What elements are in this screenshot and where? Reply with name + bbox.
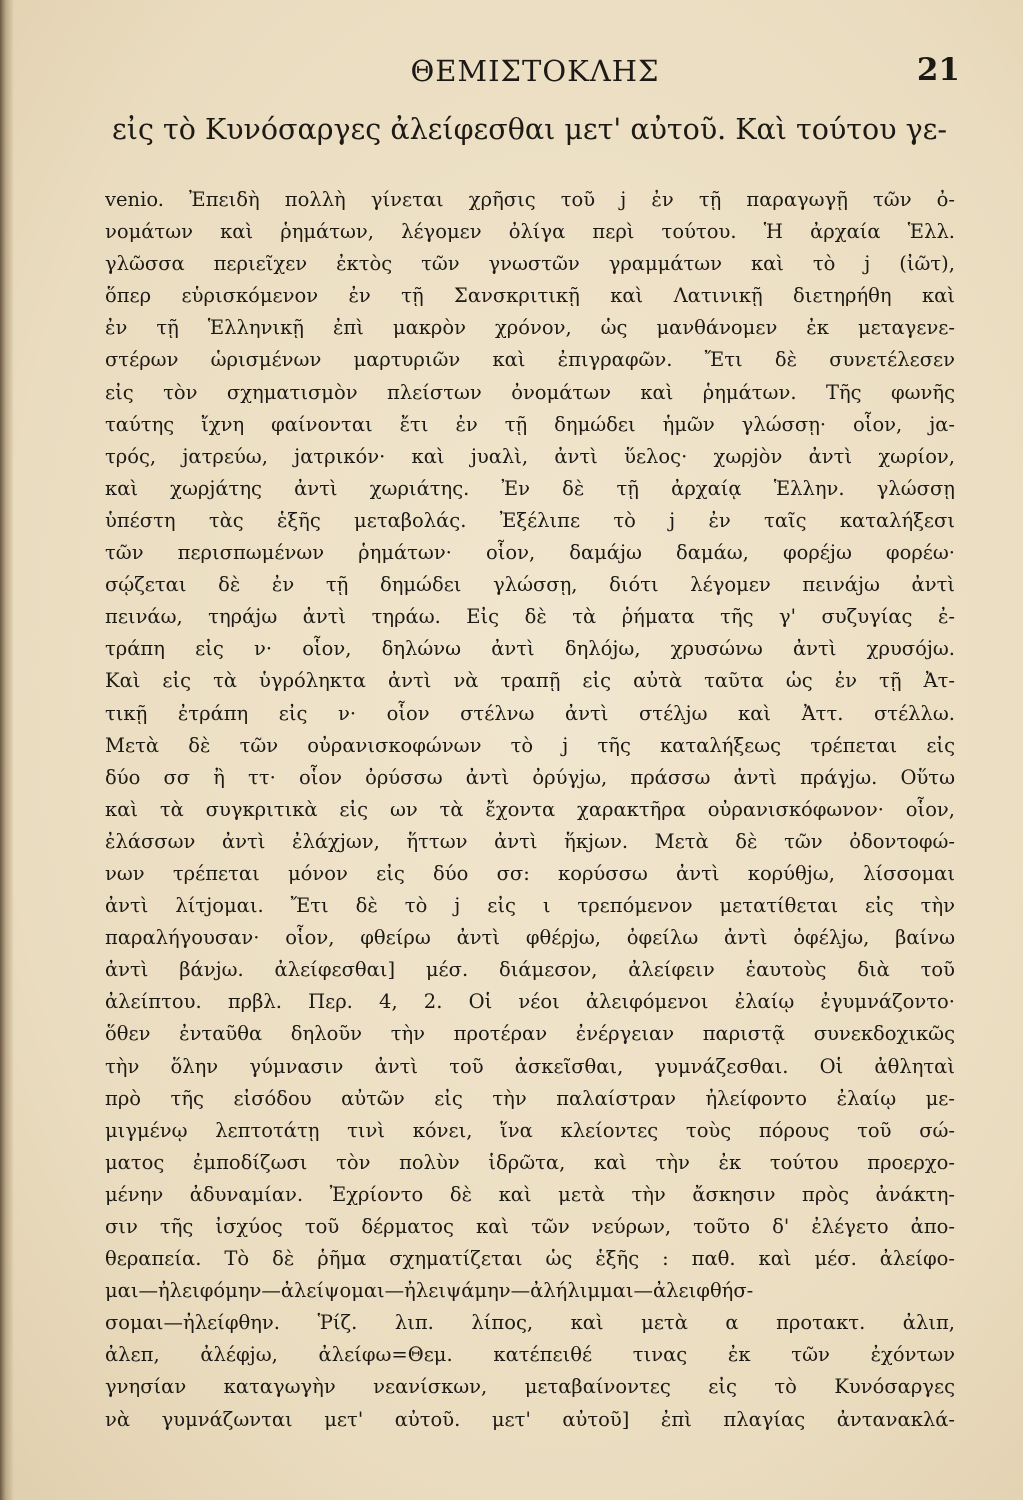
- commentary-line: σιν τῆς ἰσχύος τοῦ δέρματος καὶ τῶν νεύρων, τοῦτο δ' ἐλέγετο ἀπο-: [105, 1215, 955, 1238]
- commentary-line: σῴζεται δὲ ἐν τῇ δημώδει γλώσσῃ, διότι λέγομεν πεινάjω ἀντὶ: [105, 573, 955, 597]
- commentary-line: σομαι—ἠλείφθην. Ῥίζ. λιπ. λίπος, καὶ μετὰ α προτακτ. ἀλιπ,: [105, 1311, 955, 1335]
- commentary-line: ὑπέστη τὰς ἑξῆς μεταβολάς. Ἐξέλιπε τὸ j ἐν ταῖς καταλήξεσι: [105, 508, 955, 532]
- commentary-line: ἀντὶ λίτjομαι. Ἔτι δὲ τὸ j εἰς ι τρεπόμενον μετατίθεται εἰς τὴν: [105, 894, 955, 918]
- commentary-line: τράπη εἰς ν· οἷον, δηλώνω ἀντὶ δηλόjω, χρυσώνω ἀντὶ χρυσόjω.: [105, 637, 955, 661]
- commentary-line: ταύτης ἴχνη φαίνονται ἔτι ἐν τῇ δημώδει ἡμῶν γλώσσῃ· οἷον, jα-: [105, 412, 955, 436]
- commentary-line: πρὸ τῆς εἰσόδου αὐτῶν εἰς τὴν παλαίστραν ἠλείφοντο ἐλαίῳ με-: [105, 1086, 955, 1110]
- commentary-line: ἀλεπ, ἀλέφjω, ἀλείφω=Θεμ. κατέπειθέ τινας ἐκ τῶν ἐχόντων: [105, 1343, 955, 1367]
- page-binding-edge: [0, 0, 14, 1500]
- commentary-line: νὰ γυμνάζωνται μετ' αὐτοῦ. μετ' αὐτοῦ] ἐπὶ πλαγίας ἀντανακλά-: [105, 1407, 955, 1431]
- commentary-block: [105, 184, 955, 1436]
- commentary-line: μένην ἀδυναμίαν. Ἐχρίοντο δὲ καὶ μετὰ τὴν ἄσκησιν πρὸς ἀνάκτη-: [105, 1182, 955, 1206]
- commentary-line: ἀλείπτου. πρβλ. Περ. 4, 2. Οἱ νέοι ἀλειφόμενοι ἐλαίῳ ἐγυμνάζοντο·: [105, 990, 955, 1014]
- commentary-line: ἀντὶ βάνjω. ἀλείφεσθαι] μέσ. διάμεσον, ἀλείφειν ἑαυτοὺς διὰ τοῦ: [105, 958, 955, 982]
- commentary-line: ματος ἐμποδίζωσι τὸν πολὺν ἱδρῶτα, καὶ τὴν ἐκ τούτου προερχο-: [105, 1150, 955, 1174]
- commentary-line: ἐλάσσων ἀντὶ ἐλάχjων, ἥττων ἀντὶ ἥκjων. Μετὰ δὲ τῶν ὀδοντοφώ-: [105, 829, 955, 853]
- main-text-line: εἰς τὸ Κυνόσαργες ἀλείφεσθαι μετ' αὐτοῦ. Καὶ τούτου γε-: [112, 113, 948, 146]
- commentary-line: τικῇ ἐτράπη εἰς ν· οἷον στέλνω ἀντὶ στέλjω καὶ Ἀττ. στέλλω.: [105, 701, 955, 725]
- page-number: 21: [916, 52, 960, 88]
- commentary-line: στέρων ὡρισμένων μαρτυριῶν καὶ ἐπιγραφῶν. Ἔτι δὲ συνετέλεσεν: [105, 348, 955, 372]
- commentary-line: ἐν τῇ Ἑλληνικῇ ἐπὶ μακρὸν χρόνον, ὡς μανθάνομεν ἐκ μεταγενε-: [105, 316, 955, 340]
- commentary-line: Καὶ εἰς τὰ ὑγρόληκτα ἀντὶ νὰ τραπῇ εἰς αὐτὰ ταῦτα ὡς ἐν τῇ Ἀτ-: [105, 669, 955, 693]
- commentary-line: νων τρέπεται μόνον εἰς δύο σσ: κορύσσω ἀντὶ κορύθjω, λίσσομαι: [105, 861, 955, 885]
- commentary-line: μαι—ἠλειφόμην—ἀλείψομαι—ἠλειψάμην—ἀλήλιμμαι—ἀλειφθήσ-: [105, 1279, 754, 1303]
- commentary-line: ὅθεν ἐνταῦθα δηλοῦν τὴν προτέραν ἐνέργειαν παριστᾷ συνεκδοχικῶς: [105, 1022, 955, 1046]
- commentary-line: εἰς τὸν σχηματισμὸν πλείστων ὀνομάτων καὶ ῥημάτων. Τῆς φωνῆς: [105, 380, 955, 404]
- commentary-line: Μετὰ δὲ τῶν οὐρανισκοφώνων τὸ j τῆς καταλήξεως τρέπεται εἰς: [105, 733, 955, 757]
- commentary-line: θεραπεία. Τὸ δὲ ῥῆμα σχηματίζεται ὡς ἑξῆς : παθ. καὶ μέσ. ἀλείφο-: [105, 1247, 955, 1271]
- page-header: [110, 48, 960, 96]
- commentary-line: πεινάω, τηράjω ἀντὶ τηράω. Εἰς δὲ τὰ ῥήματα τῆς γ' συζυγίας ἐ-: [105, 605, 955, 629]
- commentary-line: μιγμένῳ λεπτοτάτῃ τινὶ κόνει, ἵνα κλείοντες τοὺς πόρους τοῦ σώ-: [105, 1118, 955, 1142]
- commentary-line: γλῶσσα περιεῖχεν ἐκτὸς τῶν γνωστῶν γραμμάτων καὶ τὸ j (ἰῶτ),: [105, 252, 955, 276]
- commentary-line: καὶ χωρjάτης ἀντὶ χωριάτης. Ἐν δὲ τῇ ἀρχαίᾳ Ἑλλην. γλώσσῃ: [105, 476, 955, 500]
- commentary-line: τῶν περισπωμένων ῥημάτων· οἷον, δαμάjω δαμάω, φορέjω φορέω·: [105, 541, 955, 565]
- running-title: ΘΕΜΙΣΤΟΚΛΗΣ: [410, 54, 660, 88]
- commentary-line: νομάτων καὶ ῥημάτων, λέγομεν ὀλίγα περὶ τούτου. Ἡ ἀρχαία Ἑλλ.: [105, 220, 955, 244]
- commentary-line: δύο σσ ἢ ττ· οἷον ὀρύσσω ἀντὶ ὀρύγjω, πράσσω ἀντὶ πράγjω. Οὕτω: [105, 765, 955, 789]
- commentary-line: καὶ τὰ συγκριτικὰ εἰς ων τὰ ἔχοντα χαρακτῆρα οὐρανισκόφωνον· οἷον,: [105, 797, 955, 821]
- commentary-line: ὅπερ εὑρισκόμενον ἐν τῇ Σανσκριτικῇ καὶ Λατινικῇ διετηρήθη καὶ: [105, 284, 955, 308]
- commentary-line: τρός, jατρεύω, jατρικόν· καὶ jυαλὶ, ἀντὶ ὕελος· χωρjὸν ἀντὶ χωρίον,: [105, 444, 955, 468]
- commentary-line: venio. Ἐπειδὴ πολλὴ γίνεται χρῆσις τοῦ j ἐν τῇ παραγωγῇ τῶν ὀ-: [105, 188, 955, 211]
- commentary-line: γνησίαν καταγωγὴν νεανίσκων, μεταβαίνοντες εἰς τὸ Κυνόσαργες: [105, 1375, 955, 1399]
- commentary-line: τὴν ὅλην γύμνασιν ἀντὶ τοῦ ἀσκεῖσθαι, γυμνάζεσθαι. Οἱ ἀθληταὶ: [105, 1054, 955, 1078]
- commentary-line: παραλήγουσαν· οἷον, φθείρω ἀντὶ φθέρjω, ὀφείλω ἀντὶ ὀφέλjω, βαίνω: [105, 926, 955, 950]
